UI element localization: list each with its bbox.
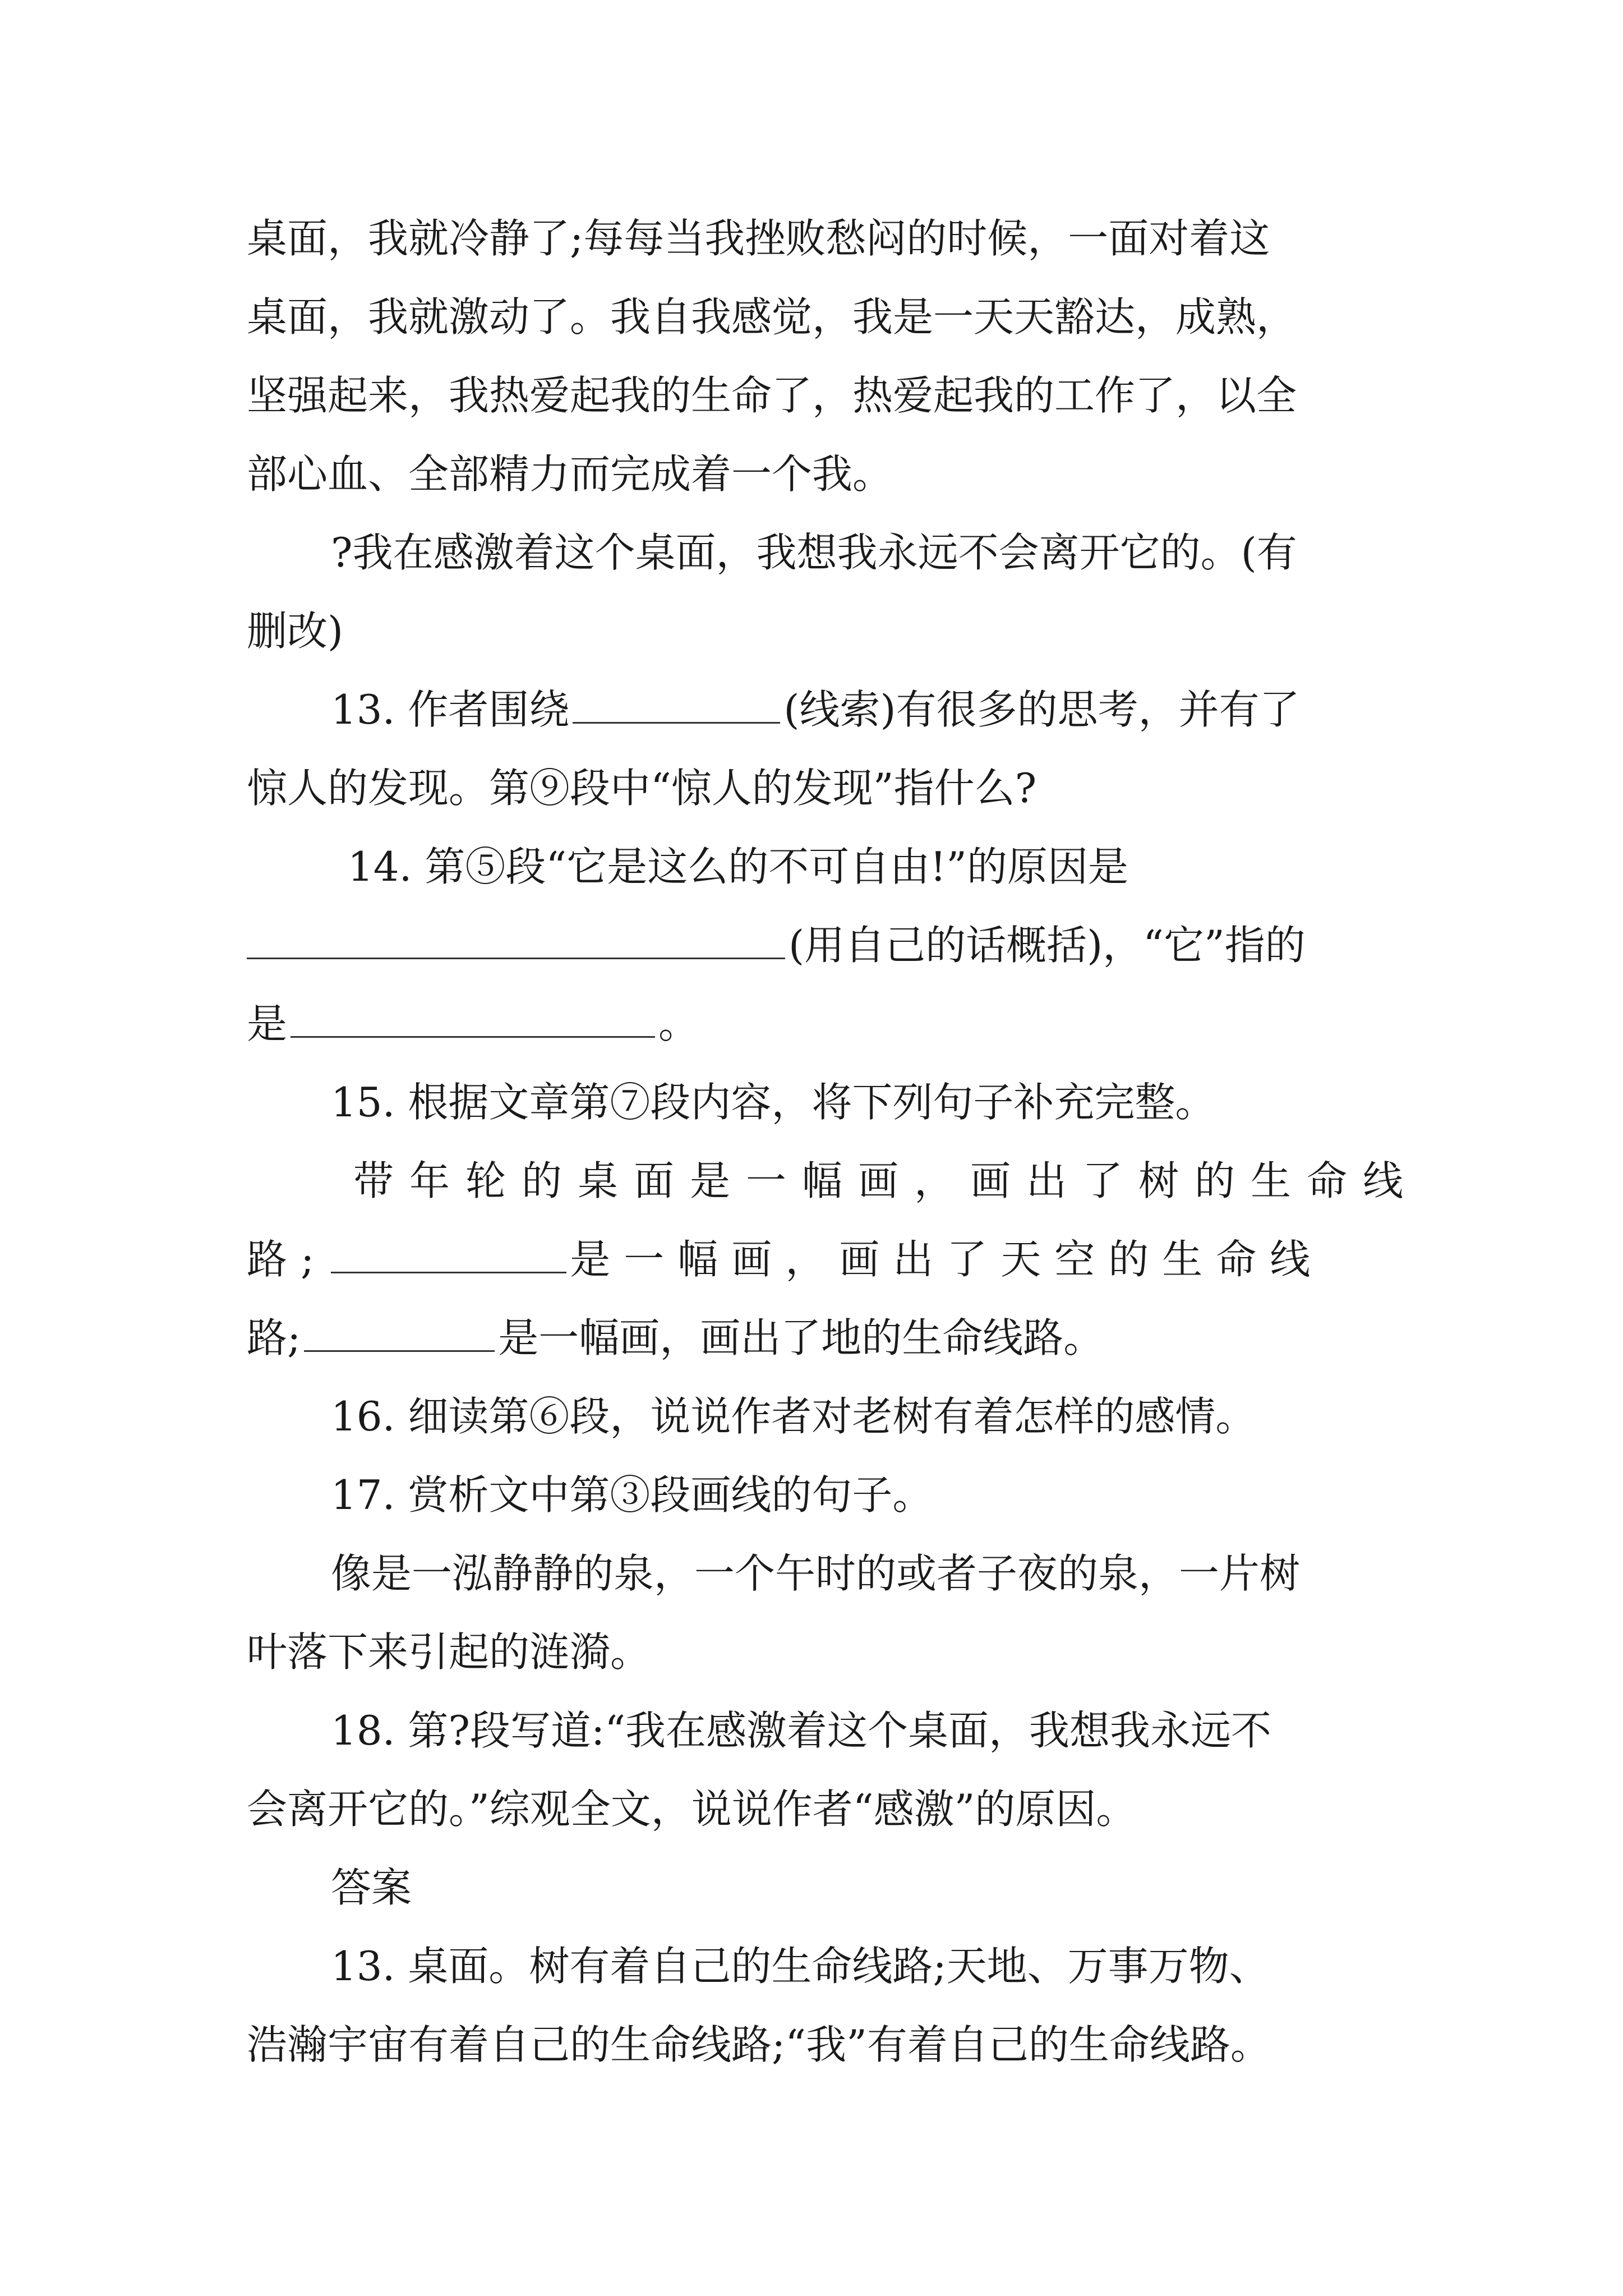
quote-line: 像是一泓静静的泉，一个午时的或者子夜的泉，一片树	[331, 1550, 1301, 1597]
question-15: 15. 根据文章第⑦段内容，将下列句子补充完整。	[331, 1079, 1216, 1126]
question-line: 带年轮的桌面是一幅画，画出了树的生命线	[353, 1157, 1419, 1204]
question-text: (用自己的话概括)，“它”指的	[789, 922, 1306, 969]
question-text: 是一幅画，画出了天空的生命线	[570, 1236, 1324, 1283]
question-text: (线索)有很多的思考，并有了	[783, 686, 1300, 733]
question-line	[247, 906, 1391, 984]
paragraph-line: 桌面，我就冷静了;每每当我挫败愁闷的时候，一面对着这	[247, 215, 1270, 262]
paragraph-line: ?我在感激着这个桌面，我想我永远不会离开它的。(有	[331, 529, 1297, 576]
answer-heading: 答案	[331, 1864, 412, 1911]
paragraph-line: 桌面，我就激动了。我自我感觉，我是一天天豁达，成熟，	[247, 293, 1297, 341]
question-text: 是一幅画，画出了地的生命线路。	[498, 1314, 1104, 1361]
question-line: 会离开它的。”综观全文，说说作者“感激”的原因。	[247, 1786, 1137, 1833]
answer-blank[interactable]	[291, 1002, 655, 1038]
question-line	[247, 1299, 1391, 1377]
question-17: 17. 赏析文中第③段画线的句子。	[331, 1471, 933, 1519]
paragraph-line: 坚强起来，我热爱起我的生命了，热爱起我的工作了，以全	[247, 372, 1297, 419]
question-text: 是	[247, 1000, 288, 1047]
question-text: 路;	[247, 1314, 301, 1361]
paragraph-line: 部心血、全部精力而完成着一个我。	[247, 450, 893, 498]
paragraph-line: 删改)	[247, 608, 344, 655]
answer-blank[interactable]	[573, 688, 780, 724]
answer-13: 13. 桌面。树有着自己的生命线路;天地、万事万物、	[331, 1943, 1270, 1990]
question-13	[331, 670, 1391, 749]
question-line	[247, 1220, 1391, 1299]
question-14: 14. 第⑤段“它是这么的不可自由!”的原因是	[348, 843, 1128, 890]
answer-blank[interactable]	[304, 1317, 495, 1352]
question-16: 16. 细读第⑥段，说说作者对老树有着怎样的感情。	[331, 1393, 1256, 1440]
question-text: 路;	[247, 1236, 328, 1283]
question-18: 18. 第?段写道:“我在感激着这个桌面，我想我永远不	[331, 1707, 1272, 1754]
quote-line: 叶落下来引起的涟漪。	[247, 1628, 651, 1676]
question-line	[247, 984, 1391, 1063]
answer-line: 浩瀚宇宙有着自己的生命线路;“我”有着自己的生命线路。	[247, 2021, 1271, 2068]
question-text: 13. 作者围绕	[331, 686, 570, 733]
question-line: 惊人的发现。第⑨段中“惊人的发现”指什么?	[247, 765, 1037, 812]
answer-blank[interactable]	[331, 1238, 566, 1273]
question-text: 。	[658, 1000, 699, 1047]
answer-blank[interactable]	[247, 924, 785, 959]
